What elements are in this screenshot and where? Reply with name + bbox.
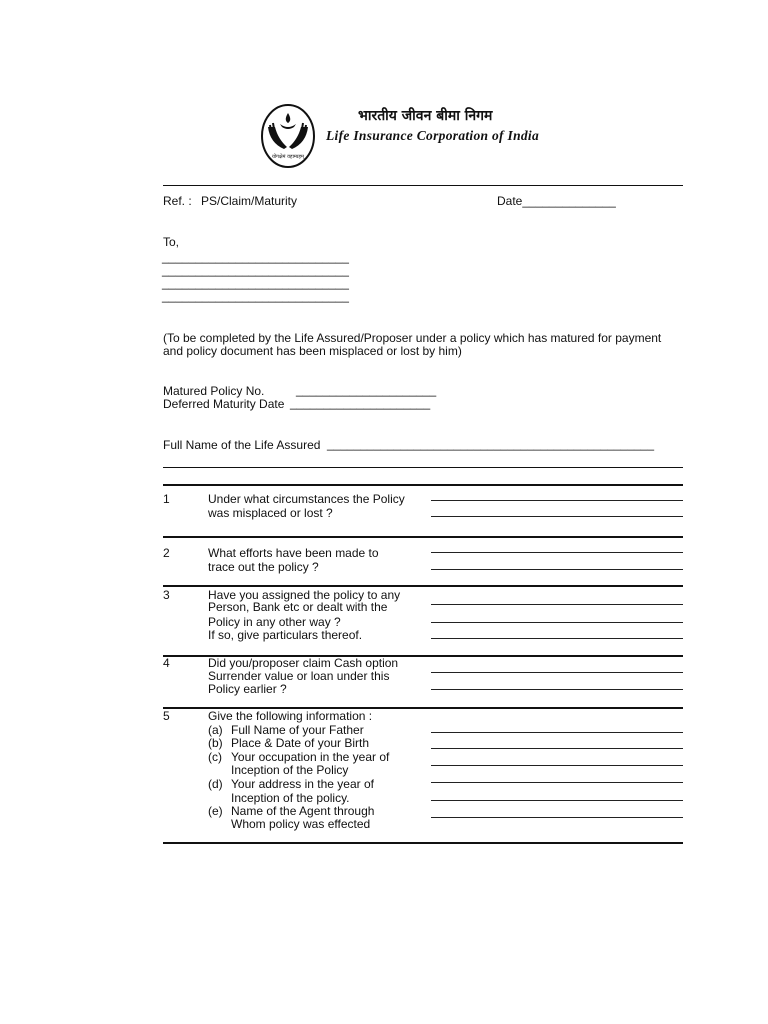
q5e-tag: (e) <box>208 804 223 818</box>
ref-label: Ref. : <box>163 194 192 208</box>
table-top-border <box>163 484 683 486</box>
q3-line-1: Have you assigned the policy to any <box>208 588 401 602</box>
company-name-english: Life Insurance Corporation of India <box>326 128 540 143</box>
address-line-1[interactable]: ____________________________ <box>162 250 349 264</box>
ref-value: PS/Claim/Maturity <box>201 194 298 208</box>
q5b-answer-line[interactable] <box>431 748 683 749</box>
deferred-maturity-label: Deferred Maturity Date <box>163 397 285 411</box>
q2-number: 2 <box>163 546 170 560</box>
q4-line-2: Surrender value or loan under this <box>208 669 390 683</box>
q3-answer-line-3[interactable] <box>431 638 683 639</box>
q5c-text: Your occupation in the year of <box>231 750 390 764</box>
q5e-text-cont: Whom policy was effected <box>231 817 371 831</box>
header-divider <box>163 185 683 186</box>
q4-line-3: Policy earlier ? <box>208 682 287 696</box>
full-name-extra-line[interactable] <box>163 467 683 468</box>
q1-number: 1 <box>163 492 170 506</box>
q4-number: 4 <box>163 656 170 670</box>
address-line-4[interactable]: ____________________________ <box>162 289 349 303</box>
q3-line-2: Person, Bank etc or dealt with the <box>208 600 388 614</box>
company-name-hindi: भारतीय जीवन बीमा निगम <box>358 108 493 124</box>
q5b-tag: (b) <box>208 736 223 750</box>
policy-no-field[interactable]: _____________________ <box>296 383 437 397</box>
q5d-answer-line[interactable] <box>431 800 683 801</box>
instruction-line-2: and policy document has been misplaced or lost by him) <box>163 344 462 358</box>
q5c-tag: (c) <box>208 750 222 764</box>
q5a-text: Full Name of your Father <box>231 723 364 737</box>
q5c-text-cont: Inception of the Policy <box>231 763 349 777</box>
q1-line-2: was misplaced or lost ? <box>208 506 333 520</box>
q1-q2-divider <box>163 536 683 538</box>
q4-answer-line-1[interactable] <box>431 672 683 673</box>
table-bottom-border <box>163 842 683 844</box>
q5d-tag: (d) <box>208 777 223 791</box>
q5b-text: Place & Date of your Birth <box>231 736 370 750</box>
q3-answer-line-2[interactable] <box>431 622 683 623</box>
address-line-3[interactable]: ____________________________ <box>162 276 349 290</box>
q5e-answer-line[interactable] <box>431 817 683 818</box>
lic-emblem-icon <box>260 103 316 169</box>
q3-line-3: Policy in any other way ? <box>208 615 341 629</box>
q5-number: 5 <box>163 709 170 723</box>
emblem-motto: योगक्षेमं वहाम्यहम् <box>271 154 305 160</box>
q5c-answer-line-2[interactable] <box>431 782 683 783</box>
q1-line-1: Under what circumstances the Policy <box>208 492 405 506</box>
q3-number: 3 <box>163 588 170 602</box>
q5a-tag: (a) <box>208 723 223 737</box>
q5c-answer-line-1[interactable] <box>431 765 683 766</box>
q2-answer-line-1[interactable] <box>431 552 683 553</box>
q3-answer-line-1[interactable] <box>431 604 683 605</box>
q4-line-1: Did you/proposer claim Cash option <box>208 656 399 670</box>
q3-line-4: If so, give particulars thereof. <box>208 628 363 642</box>
deferred-maturity-field[interactable]: _____________________ <box>290 396 431 410</box>
q2-line-2: trace out the policy ? <box>208 560 319 574</box>
q4-answer-line-2[interactable] <box>431 689 683 690</box>
full-name-label: Full Name of the Life Assured <box>163 438 321 452</box>
q5d-text-cont: Inception of the policy. <box>231 791 350 805</box>
instruction-line-1: (To be completed by the Life Assured/Proposer under a policy which has matured for payment <box>163 331 662 345</box>
address-to: To, <box>163 235 180 249</box>
q2-line-1: What efforts have been made to <box>208 546 379 560</box>
q2-answer-line-2[interactable] <box>431 569 683 570</box>
q5e-text: Name of the Agent through <box>231 804 375 818</box>
address-line-2[interactable]: ____________________________ <box>162 263 349 277</box>
q5a-answer-line[interactable] <box>431 732 683 733</box>
q1-answer-line-1[interactable] <box>431 500 683 501</box>
full-name-field[interactable]: _________________________________________________ <box>327 437 655 451</box>
q5d-text: Your address in the year of <box>231 777 374 791</box>
q2-q3-divider <box>163 585 683 587</box>
date-field[interactable]: Date______________ <box>497 194 616 208</box>
q1-answer-line-2[interactable] <box>431 516 683 517</box>
policy-no-label: Matured Policy No. <box>163 384 265 398</box>
lic-logo <box>260 103 316 169</box>
q5-line-1: Give the following information : <box>208 709 373 723</box>
